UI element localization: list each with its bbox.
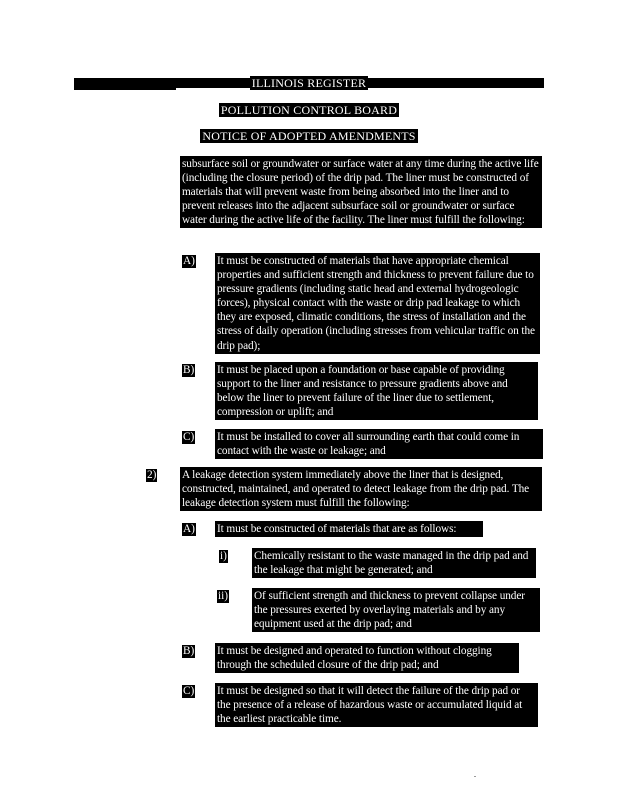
- item-2c-label: C): [183, 685, 195, 697]
- subitem-ii-text: Of sufficient strength and thickness to prevent collapse under the pressures exerted by overlaying materials and by any equipment used at the drip pad; and: [252, 588, 540, 632]
- item-2a-text: It must be constructed of materials that are as follows:: [215, 521, 483, 537]
- subitem-i-text: Chemically resistant to the waste managed in the drip pad and the leakage that might be generated; and: [252, 548, 536, 578]
- item-2c-text: It must be designed so that it will detect the failure of the drip pad or the presence of a release of hazardous waste or accumulated liquid at the earliest practicable time.: [215, 683, 538, 727]
- board-name: POLLUTION CONTROL BOARD: [220, 103, 398, 117]
- item-1c-label: C): [183, 431, 195, 443]
- item-1b-label: B): [183, 364, 195, 376]
- item-1c-text: It must be installed to cover all surrounding earth that could come in contact with the waste or leakage; and: [215, 429, 543, 459]
- subitem-i-label: i): [220, 550, 227, 562]
- item-2a-label: A): [183, 523, 195, 535]
- notice-title: NOTICE OF ADOPTED AMENDMENTS: [202, 129, 416, 143]
- intro-paragraph: subsurface soil or groundwater or surface water at any time during the active life (including the closure period) of the drip pad. The liner must be constructed of materials that will prevent waste from being absorbed into the liner and to prevent releases into the adjacent subsurface soil or groundwater or surface water during the active life of the facility. The liner must fulfill the following:: [180, 156, 542, 228]
- item-1a-label: A): [183, 255, 195, 267]
- item-1b-text: It must be placed upon a foundation or base capable of providing support to the liner and resistance to pressure gradients above and below the liner to prevent failure of the liner due to settlement, compression or uplift; and: [215, 362, 538, 420]
- item-2-label: 2): [147, 469, 157, 481]
- item-2b-label: B): [183, 645, 195, 657]
- item-2b-text: It must be designed and operated to function without clogging through the scheduled closure of the drip pad; and: [215, 643, 519, 673]
- register-title: ILLINOIS REGISTER: [251, 76, 367, 90]
- subitem-ii-label: ii): [218, 590, 229, 602]
- scan-speck: [474, 776, 476, 777]
- item-2-text: A leakage detection system immediately above the liner that is designed, constructed, maintained, and operated to detect leakage from the drip pad. The leakage detection system must fulfill the following:: [180, 467, 542, 511]
- item-1a-text: It must be constructed of materials that have appropriate chemical properties and sufficient strength and thickness to prevent failure due to pressure gradients (including static head and external hydrogeologic forces), physical contact with the waste or drip pad leakage to which they are exposed, climatic conditions, the stress of installation and the stress of daily operation (including stresses from vehicular traffic on the drip pad);: [215, 253, 540, 354]
